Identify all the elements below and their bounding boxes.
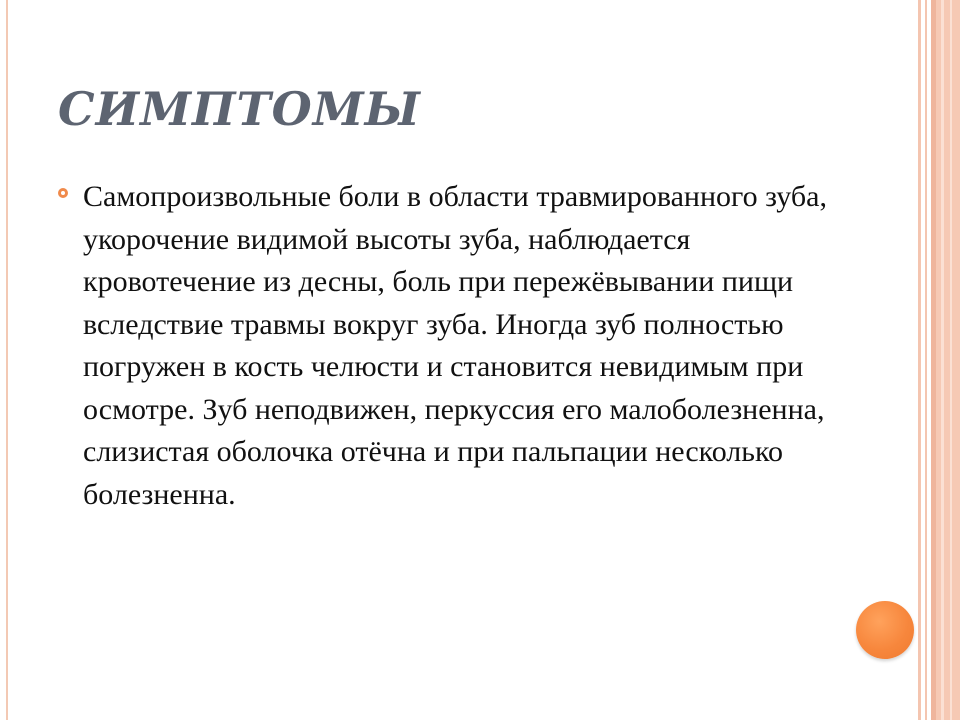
bullet-item <box>58 176 858 516</box>
right-decor-stripe <box>918 0 921 720</box>
orange-circle-decoration <box>856 601 914 659</box>
circle-bullet-icon <box>58 188 68 198</box>
bullet-text: Самопроизвольные боли в области травмированного зуба, укорочение видимой высоты зуба, наблюдается кровотечение из десны, боль при пережёвывании пищи вследствие травмы вокруг зуба. Иногда зуб полностью погружен в кость челюсти и становится невидимым при осмотре. Зуб неподвижен, перкуссия его малоболезненна, слизистая оболочка отёчна и при пальпации несколько болезненна. <box>83 180 827 511</box>
right-decor-stripe <box>925 0 927 720</box>
right-decor-band <box>936 0 960 720</box>
left-border-line <box>6 0 8 720</box>
slide-title: СИМПТОМЫ <box>58 82 421 136</box>
right-decor-stripe <box>950 0 952 720</box>
right-decor-stripe <box>941 0 944 720</box>
